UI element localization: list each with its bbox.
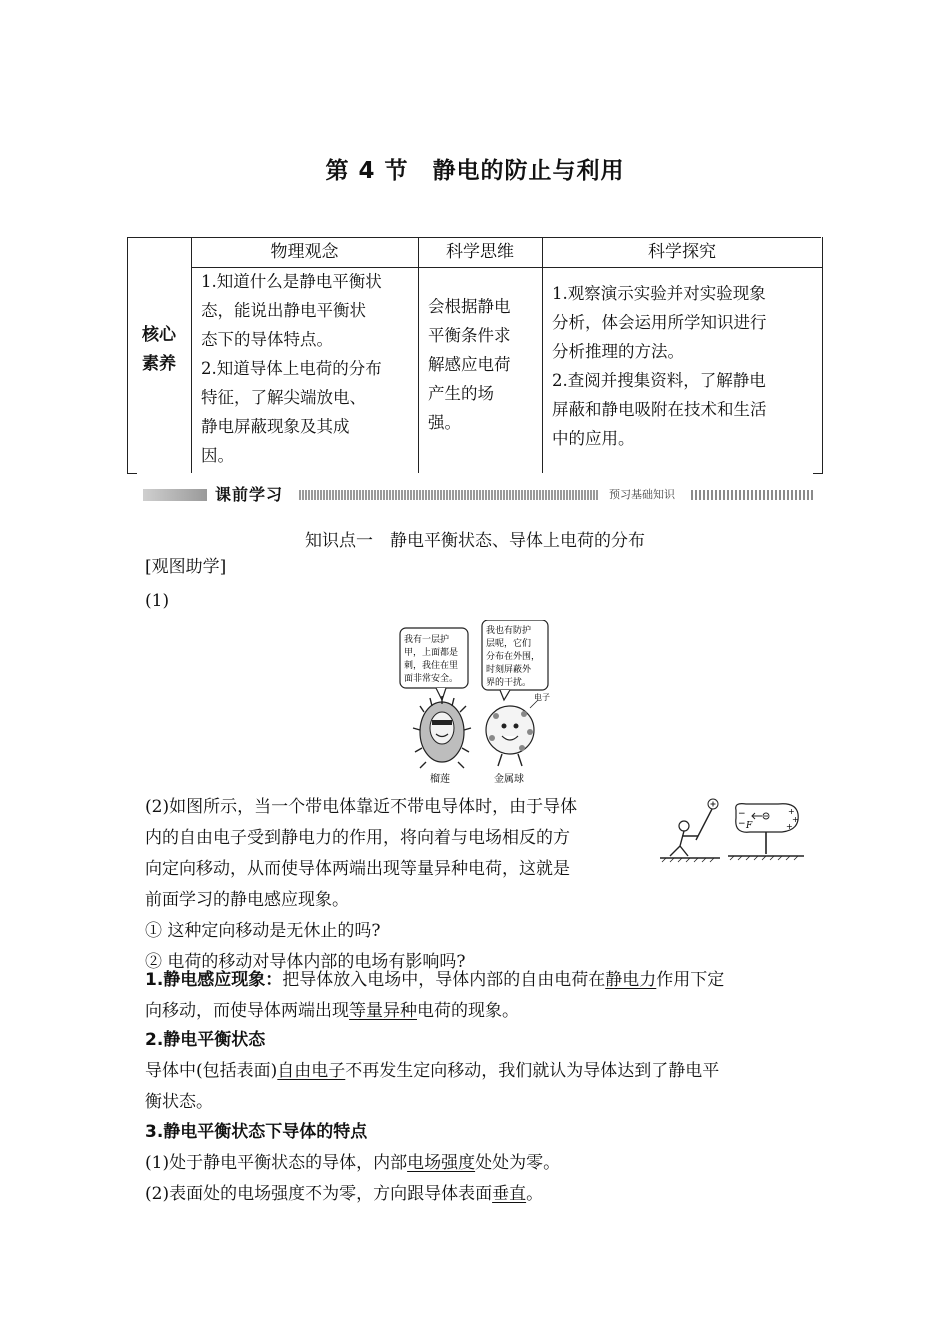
svg-text:+: + (788, 807, 795, 816)
guide-label: [观图助学] (145, 557, 227, 577)
table-border-right (822, 237, 823, 473)
section-2-text: 不再发生定向移动，我们就认为导体达到了静电平 (345, 1061, 720, 1081)
svg-text:+: + (786, 822, 793, 831)
item-2-line: 向定向移动，从而使导体两端出现等量异种电荷，这就是 (145, 859, 570, 879)
metal-ball-label: 金属球 (494, 774, 524, 785)
blank-answer: 静电力 (605, 970, 657, 990)
person-with-charged-rod (660, 799, 720, 862)
core-literacy-table (127, 237, 823, 473)
electrostatic-induction-figure (658, 796, 804, 866)
svg-text:−: − (738, 809, 746, 819)
section-1-text: 作用下定 (656, 970, 725, 990)
svg-text:+: + (792, 815, 799, 824)
table-divider-3 (542, 237, 543, 473)
item-2-paragraph (145, 792, 645, 978)
section-1-induction (145, 965, 815, 1027)
science-thinking-text: 会根据静电 平衡条件求 解感应电荷 产生的场 强。 (428, 297, 511, 432)
bubble-right-line: 界的干扰。 (486, 678, 532, 688)
section-1-text: 向移动，而使导体两端出现 (145, 1001, 349, 1021)
physics-concept-text: 1.知道什么是静电平衡状 态，能说出静电平衡状 态下的导体特点。 2.知道导体上电荷的分布 特征，了解尖端放电、 静电屏蔽现象及其成 因。 (201, 272, 382, 465)
section-2-text: 衡状态。 (145, 1092, 213, 1112)
section-2-text: 导体中(包括表面) (145, 1061, 278, 1081)
metal-ball-character (486, 692, 550, 766)
core-literacy-label (127, 321, 191, 379)
item-1-label: (1) (145, 591, 170, 611)
bubble-right-line: 时刻屏蔽外 (486, 665, 532, 675)
section-2-equilibrium (145, 1025, 815, 1118)
science-inquiry-text: 1.观察演示实验并对实验现象 分析，体会运用所学知识进行 分析推理的方法。 2.查阅并搜集资料，了解静电 屏蔽和静电吸附在技术和生活 中的应用。 (552, 284, 767, 448)
durian-character (413, 696, 471, 768)
banner-bar-right (691, 490, 815, 500)
section-1-text: 把导体放入电场中，导体内部的自由电荷在 (282, 970, 606, 990)
bubble-left-line: 刺，我住在里 (404, 661, 459, 671)
page-title: 第 4 节 静电的防止与利用 (325, 158, 625, 184)
force-label: F (746, 821, 753, 831)
durian-and-metal-ball-cartoon (396, 620, 560, 786)
electron-label: 电子 (534, 693, 550, 702)
header-science-thinking: 科学思维 (446, 242, 514, 262)
speech-bubble-right (482, 620, 548, 700)
label-line: 素养 (142, 354, 176, 374)
durian-label: 榴莲 (430, 774, 450, 785)
bubble-left-line: 我有一层护 (404, 635, 450, 645)
knowledge-point-heading: 知识点一 静电平衡状态、导体上电荷的分布 (305, 531, 645, 551)
question-2: ② 电荷的移动对导体内部的电场有影响吗? (145, 952, 466, 972)
table-divider-2 (418, 237, 419, 473)
section-3-text: 。 (526, 1184, 544, 1204)
table-divider-1 (191, 237, 192, 473)
section-3-text: (1)处于静电平衡状态的导体，内部 (145, 1153, 408, 1173)
blank-answer: 等量异种 (349, 1001, 417, 1021)
bubble-right-line: 分布在外围， (486, 652, 541, 662)
banner-bar-left (143, 489, 207, 501)
section-1-text: 电荷的现象。 (417, 1001, 519, 1021)
blank-answer: 垂直 (492, 1184, 527, 1204)
section-3-text: (2)表面处的电场强度不为零，方向跟导体表面 (145, 1184, 493, 1204)
section-3-heading: 3.静电平衡状态下导体的特点 (145, 1122, 368, 1142)
section-1-heading: 1.静电感应现象： (145, 970, 283, 990)
section-2-heading: 2.静电平衡状态 (145, 1030, 266, 1050)
question-1: ① 这种定向移动是无休止的吗? (145, 921, 381, 941)
conductor-on-stand (728, 804, 804, 860)
bubble-right-line: 我也有防护 (486, 626, 532, 636)
header-science-inquiry: 科学探究 (648, 242, 716, 262)
section-title: 课前学习 (215, 485, 284, 504)
section-3-features (145, 1117, 815, 1210)
section-subtitle: 预习基础知识 (609, 488, 675, 501)
section-banner (143, 484, 815, 506)
table-foot-left (127, 473, 137, 474)
section-3-text: 处处为零。 (475, 1153, 561, 1173)
item-2-line: (2)如图所示，当一个带电体靠近不带电导体时，由于导体 (145, 797, 578, 817)
speech-bubble-left (400, 628, 468, 700)
bubble-right-line: 层呢，它们 (486, 639, 532, 649)
svg-text:−: − (738, 819, 746, 829)
banner-bar-middle (299, 490, 599, 500)
bubble-left-line: 甲，上面都是 (404, 648, 459, 658)
header-physics-concept: 物理观念 (270, 242, 339, 262)
item-2-line: 内的自由电子受到静电力的作用，将向着与电场相反的方 (145, 828, 570, 848)
item-2-line: 前面学习的静电感应现象。 (145, 890, 349, 910)
label-line: 核心 (142, 325, 176, 345)
table-foot-right (813, 473, 823, 474)
blank-answer: 自由电子 (277, 1061, 346, 1081)
bubble-left-line: 面非常安全。 (404, 674, 459, 684)
blank-answer: 电场强度 (407, 1153, 476, 1173)
